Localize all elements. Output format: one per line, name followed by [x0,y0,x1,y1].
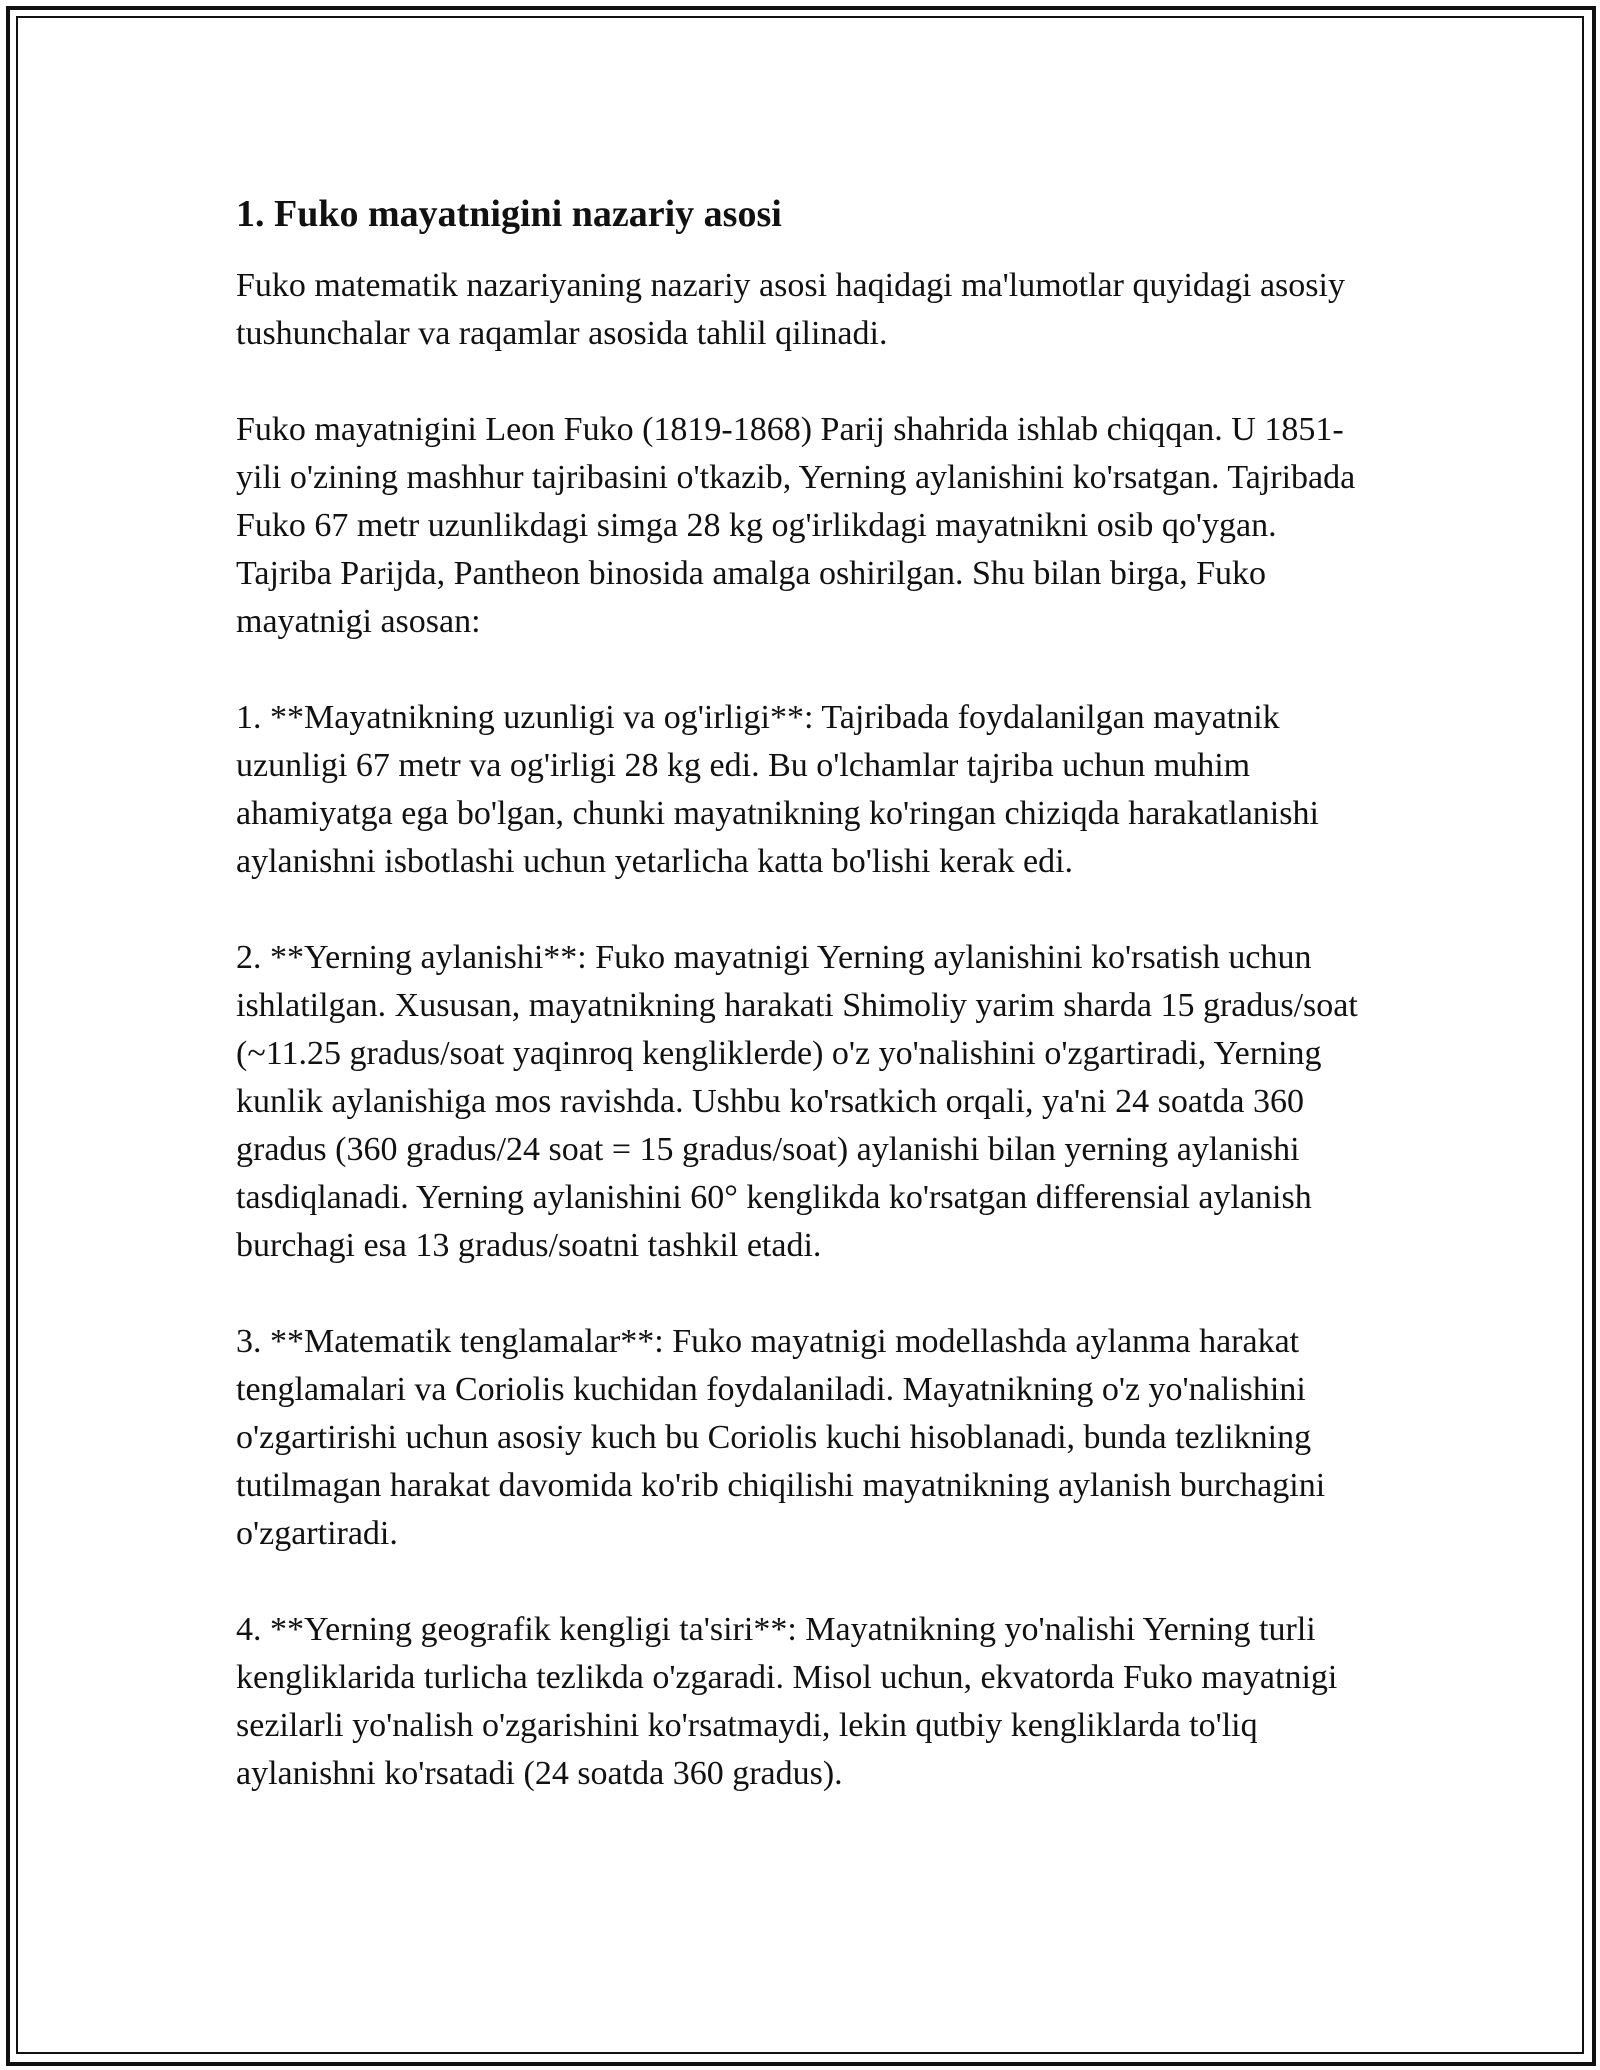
list-item-length-weight: 1. **Mayatnikning uzunligi va og'irligi**: Tajribada foydalanilgan mayatnik uzunligi 67 metr va og'irligi 28 kg edi. Bu o'lchamlar tajriba uchun muhim ahamiyatga ega bo'lgan, chunki mayatnikning ko'ringan chiziqda harakatlanishi aylanishni isbotlashi uchun yetarlicha katta bo'lishi kerak edi. [236,699,1319,880]
list-item-equations: 3. **Matematik tenglamalar**: Fuko mayatnigi modellashda aylanma harakat tenglamalari va Coriolis kuchidan foydalaniladi. Mayatnikning o'z yo'nalishini o'zgartirishi uchun asosiy kuch bu Coriolis kuchi hisoblanadi, bunda tezlikning tutilmagan harakat davomida ko'rib chiqilishi mayatnikning aylanish burchagini o'zgartiradi. [236,1323,1326,1552]
history-paragraph: Fuko mayatnigini Leon Fuko (1819-1868) Parij shahrida ishlab chiqqan. U 1851-yili o'zining mashhur tajribasini o'tkazib, Yerning aylanishini ko'rsatgan. Tajribada Fuko 67 metr uzunlikdagi simga 28 kg og'irlikdagi mayatnikni osib qo'ygan. Tajriba Parijda, Pantheon binosida amalga oshirilgan. Shu bilan birga, Fuko mayatnigi asosan: [236,411,1356,640]
intro-paragraph: Fuko matematik nazariyaning nazariy asosi haqidagi ma'lumotlar quyidagi asosiy tushunchalar va raqamlar asosida tahlil qilinadi. [236,267,1345,352]
list-item-latitude-effect: 4. **Yerning geografik kengligi ta'siri**: Mayatnikning yo'nalishi Yerning turli kengliklarida turlicha tezlikda o'zgaradi. Misol uchun, ekvatorda Fuko mayatnigi sezilarli yo'nalish o'zgarishini ko'rsatmaydi, lekin qutbiy kengliklarda to'liq aylanishni ko'rsatadi (24 soatda 360 gradus). [236,1611,1338,1792]
page-title: 1. Fuko mayatnigini nazariy asosi [236,193,782,235]
document-body [236,190,1376,1846]
list-item-earth-rotation: 2. **Yerning aylanishi**: Fuko mayatnigi Yerning aylanishini ko'rsatish uchun ishlatilgan. Xususan, mayatnikning harakati Shimoliy yarim sharda 15 gradus/soat (~11.25 gradus/soat yaqinroq kengliklerde) o'z yo'nalishini o'zgartiradi, Yerning kunlik aylanishiga mos ravishda. Ushbu ko'rsatkich orqali, ya'ni 24 soatda 360 gradus (360 gradus/24 soat = 15 gradus/soat) aylanishi bilan yerning aylanishi tasdiqlanadi. Yerning aylanishini 60° kenglikda ko'rsatgan differensial aylanish burchagi esa 13 gradus/soatni tashkil etadi. [236,939,1358,1264]
